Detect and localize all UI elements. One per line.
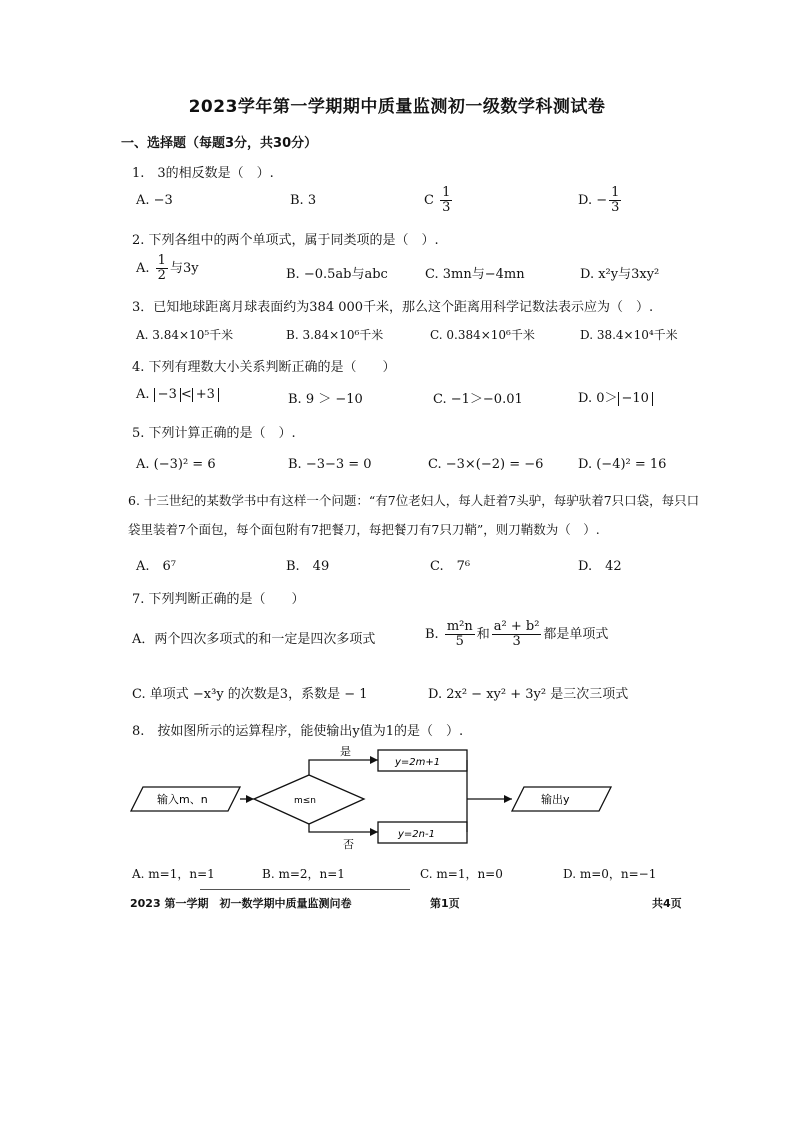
- q7-option-b: B. $\frac{\text{m²n}}{5}$ 和 $\frac{\text{a² + b²}}{3}$ 都是单项式: [425, 619, 609, 649]
- q1-option-c: C $\frac{1}{3}$: [424, 185, 451, 215]
- q1-option-b: B. 3: [290, 193, 317, 208]
- q8-option-d: D. m=0，n=−1: [563, 867, 657, 881]
- flow-output-label: 输出y: [541, 793, 570, 806]
- q1-option-a: A. −3: [136, 193, 173, 208]
- flow-input-label: 输入m、n: [157, 793, 208, 806]
- fraction: $\frac{1}{2}$: [157, 253, 166, 283]
- q5-option-b: B. −3−3 = 0: [288, 457, 372, 472]
- q7-option-a: A．两个四次多项式的和一定是四次多项式: [132, 632, 376, 647]
- q5-option-a: A. (−3)² = 6: [136, 457, 216, 472]
- fraction: $\frac{\text{m²n}}{5}$: [446, 619, 473, 649]
- q6-option-a: A. 6⁷: [136, 559, 177, 574]
- flow-condition-label: m≤n: [294, 796, 317, 806]
- q4-option-a: A. −3 < +3: [136, 387, 219, 402]
- flow-yes-label: 是: [340, 745, 351, 758]
- arrowhead: [370, 828, 378, 836]
- q3-option-b: B. 3.84×10⁶千米: [286, 328, 384, 342]
- flow-no-label: 否: [343, 838, 354, 851]
- q1-option-d: D. − $\frac{1}{3}$: [578, 185, 620, 215]
- q4-option-d: D. 0＞ −10: [578, 387, 653, 406]
- arrowhead: [504, 795, 512, 803]
- q2-option-c: C. 3mn与−4mn: [425, 267, 525, 282]
- question-4-stem: 4. 下列有理数大小关系判断正确的是（ ）: [132, 360, 396, 375]
- fraction: $\frac{1}{3}$: [442, 185, 451, 215]
- q4-option-b: B. 9 ＞ −10: [288, 392, 363, 407]
- q2-option-a: A. $\frac{1}{2}$ 与3y: [136, 253, 199, 283]
- q3-option-d: D. 38.4×10⁴千米: [580, 328, 678, 342]
- question-6-stem-line1: 6. 十三世纪的某数学书中有这样一个问题：“有7位老妇人，每人赶着7头驴，每驴驮着7只口袋，每只口: [128, 493, 700, 508]
- arrowhead: [370, 756, 378, 764]
- q3-option-c: C. 0.384×10⁶千米: [430, 328, 535, 342]
- fraction: $\frac{\text{a² + b²}}{3}$: [493, 619, 540, 649]
- question-1-stem: 1. 3的相反数是（ ）.: [132, 166, 274, 181]
- q7-option-c: C. 单项式 −x³y 的次数是3，系数是 − 1: [132, 687, 368, 702]
- question-2-stem: 2. 下列各组中的两个单项式，属于同类项的是（ ）.: [132, 233, 439, 248]
- flow-no-formula: y=2n-1: [398, 829, 435, 840]
- footer-rule: [200, 889, 410, 890]
- q4-option-c: C. −1＞−0.01: [433, 392, 523, 407]
- q8-option-c: C. m=1，n=0: [420, 867, 503, 881]
- arrowhead: [246, 795, 254, 803]
- q6-option-d: D. 42: [578, 559, 622, 574]
- q5-option-d: D. (−4)² = 16: [578, 457, 667, 472]
- question-8-stem: 8. 按如图所示的运算程序，能使输出y值为1的是（ ）.: [132, 724, 464, 739]
- q2-option-b: B. −0.5ab与abc: [286, 267, 388, 282]
- flow-yes-formula: y=2m+1: [395, 757, 441, 768]
- section-heading: 一、选择题（每题3分，共30分）: [121, 136, 318, 151]
- q7-option-d: D. 2x² − xy² + 3y² 是三次三项式: [428, 687, 629, 702]
- q6-option-c: C. 7⁶: [430, 559, 471, 574]
- question-6-stem-line2: 袋里装着7个面包，每个面包附有7把餐刀，每把餐刀有7只刀鞘”，则刀鞘数为（ ）.: [128, 522, 600, 537]
- q3-option-a: A. 3.84×10⁵千米: [136, 328, 234, 342]
- footer-left: 2023 第一学期 初一数学期中质量监测问卷: [130, 897, 352, 910]
- footer-total-pages: 共4页: [652, 897, 682, 910]
- q5-option-c: C. −3×(−2) = −6: [428, 457, 544, 472]
- q8-option-a: A. m=1，n=1: [132, 867, 215, 881]
- q2-option-d: D. x²y与3xy²: [580, 267, 660, 282]
- q8-option-b: B. m=2，n=1: [262, 867, 345, 881]
- question-3-stem: 3．已知地球距离月球表面约为384 000千米，那么这个距离用科学记数法表示应为（ ）.: [132, 300, 654, 315]
- q6-option-b: B. 49: [286, 559, 330, 574]
- footer-page-number: 第1页: [430, 897, 460, 910]
- question-5-stem: 5. 下列计算正确的是（ ）.: [132, 426, 296, 441]
- question-7-stem: 7. 下列判断正确的是（ ）: [132, 592, 305, 607]
- page-title: 2023学年第一学期期中质量监测初一级数学科测试卷: [188, 97, 606, 117]
- fraction: $\frac{1}{3}$: [611, 185, 620, 215]
